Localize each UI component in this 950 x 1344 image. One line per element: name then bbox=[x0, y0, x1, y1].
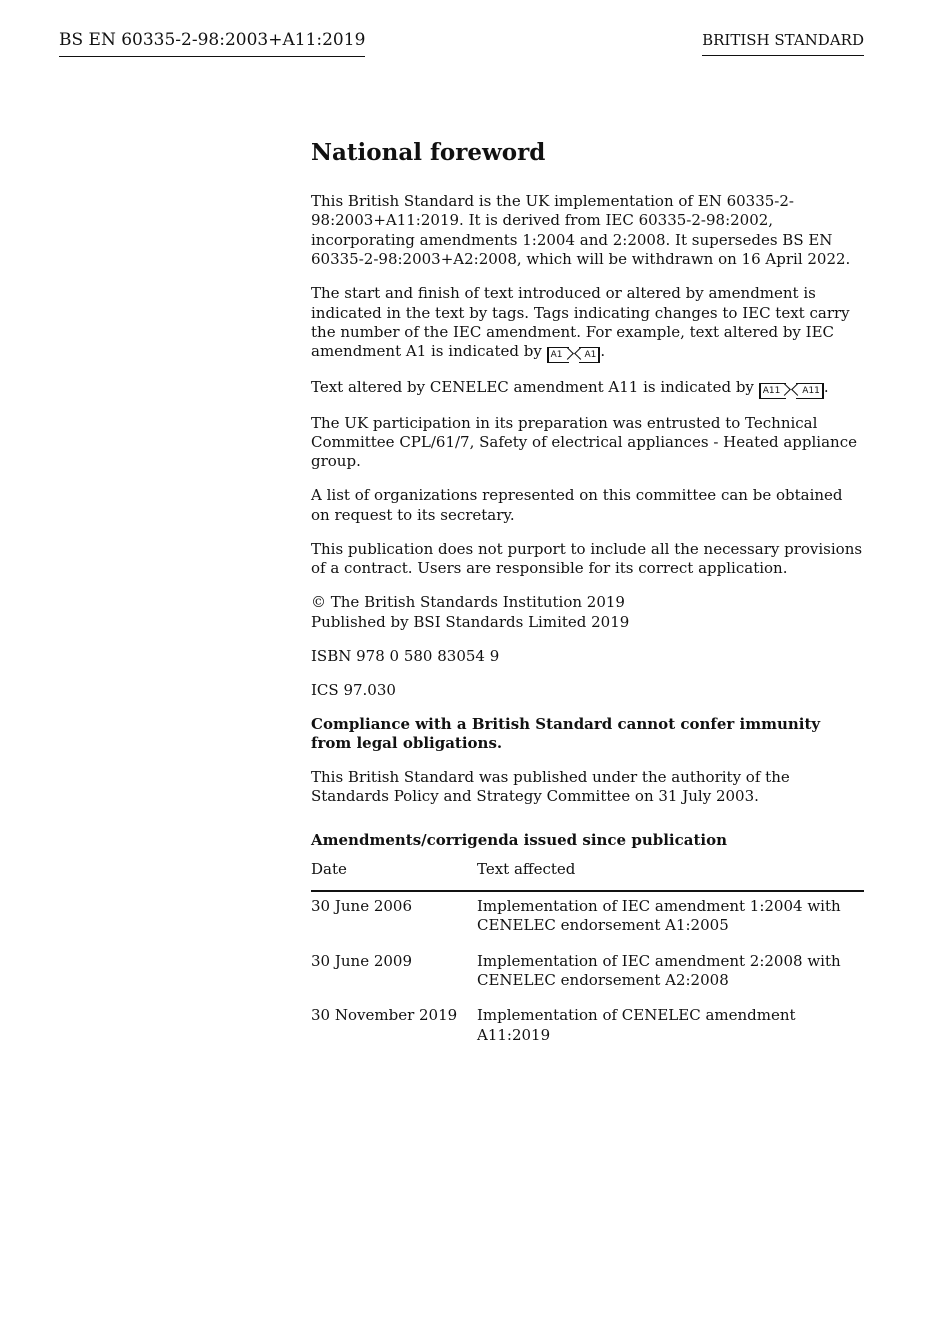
amendments-heading: Amendments/corrigenda issued since publication bbox=[311, 830, 727, 849]
amendment-tags-paragraph: The start and finish of text introduced or altered by amendment is indicated in the text by tags. Tags indicating changes to IEC text carry the number of the IEC amendment. For example, text altered by IEC amendment A1 is indicated by A1 A1 . bbox=[311, 284, 864, 363]
provisions-paragraph: This publication does not purport to include all the necessary provisions of a contract. Users are responsible for its correct application. bbox=[311, 539, 863, 578]
publisher-line: Published by BSI Standards Limited 2019 bbox=[311, 612, 630, 631]
amendment-date: 30 November 2019 bbox=[311, 1006, 458, 1025]
amendments-table bbox=[311, 858, 864, 1045]
amendment-date: 30 June 2006 bbox=[311, 896, 413, 915]
text-affected-column-header: Text affected bbox=[477, 858, 864, 890]
date-column-header: Date bbox=[311, 858, 477, 890]
compliance-statement: Compliance with a British Standard cannot confer immunity from legal obligations. bbox=[311, 714, 821, 753]
amendment-date: 30 June 2009 bbox=[311, 951, 413, 970]
page-title: National foreword bbox=[311, 139, 546, 166]
amendment-text: Implementation of CENELEC amendment A11:2019 bbox=[477, 1006, 796, 1044]
document-id: BS EN 60335-2-98:2003+A11:2019 bbox=[59, 30, 365, 57]
amendment-tag-open-icon: A1 bbox=[547, 347, 569, 363]
organizations-paragraph: A list of organizations represented on this committee can be obtained on request to its secretary. bbox=[311, 486, 843, 524]
cenelec-tags-paragraph: Text altered by CENELEC amendment A11 is indicated by A11 A11 . bbox=[311, 378, 864, 399]
cenelec-tag-open-icon: A11 bbox=[759, 383, 787, 399]
copyright-line: © The British Standards Institution 2019 bbox=[311, 593, 625, 612]
amendment-text: Implementation of IEC amendment 2:2008 with CENELEC endorsement A2:2008 bbox=[477, 951, 841, 989]
committee-paragraph: The UK participation in its preparation was entrusted to Technical Committee CPL/61/7, Safety of electrical appliances - Heated appliance group. bbox=[311, 413, 857, 471]
table-row bbox=[311, 1006, 864, 1045]
national-foreword-section bbox=[311, 138, 864, 1045]
standard-series-label: BRITISH STANDARD bbox=[702, 31, 864, 56]
isbn: ISBN 978 0 580 83054 9 bbox=[311, 646, 500, 665]
amendment-tags-text: The start and finish of text introduced or altered by amendment is indicated in the text by tags. Tags indicating changes to IEC text carry the number of the IEC amendment. For example, text altered by IEC amendment A1 is indicated by bbox=[311, 284, 850, 361]
amendment-tag-close-icon: A1 bbox=[579, 347, 601, 363]
amendments-table-header bbox=[311, 858, 864, 890]
amendment-text: Implementation of IEC amendment 1:2004 with CENELEC endorsement A1:2005 bbox=[477, 896, 841, 935]
implementation-paragraph: This British Standard is the UK implementation of EN 60335-2-98:2003+A11:2019. It is derived from IEC 60335-2-98:2002, incorporating amendments 1:2004 and 2:2008. It supersedes BS EN 60335-2-98:2003+A2:2008, which will be withdrawn on 16 April 2022. bbox=[311, 192, 851, 269]
cenelec-tags-text: Text altered by CENELEC amendment A11 is indicated by bbox=[311, 378, 754, 397]
ics-code: ICS 97.030 bbox=[311, 680, 396, 699]
cenelec-tag-close-icon: A11 bbox=[796, 383, 824, 399]
authority-paragraph: This British Standard was published under the authority of the Standards Policy and Strategy Committee on 31 July 2003. bbox=[311, 768, 790, 806]
table-row bbox=[311, 952, 864, 1007]
table-row bbox=[311, 891, 864, 952]
copyright-block bbox=[311, 593, 864, 632]
